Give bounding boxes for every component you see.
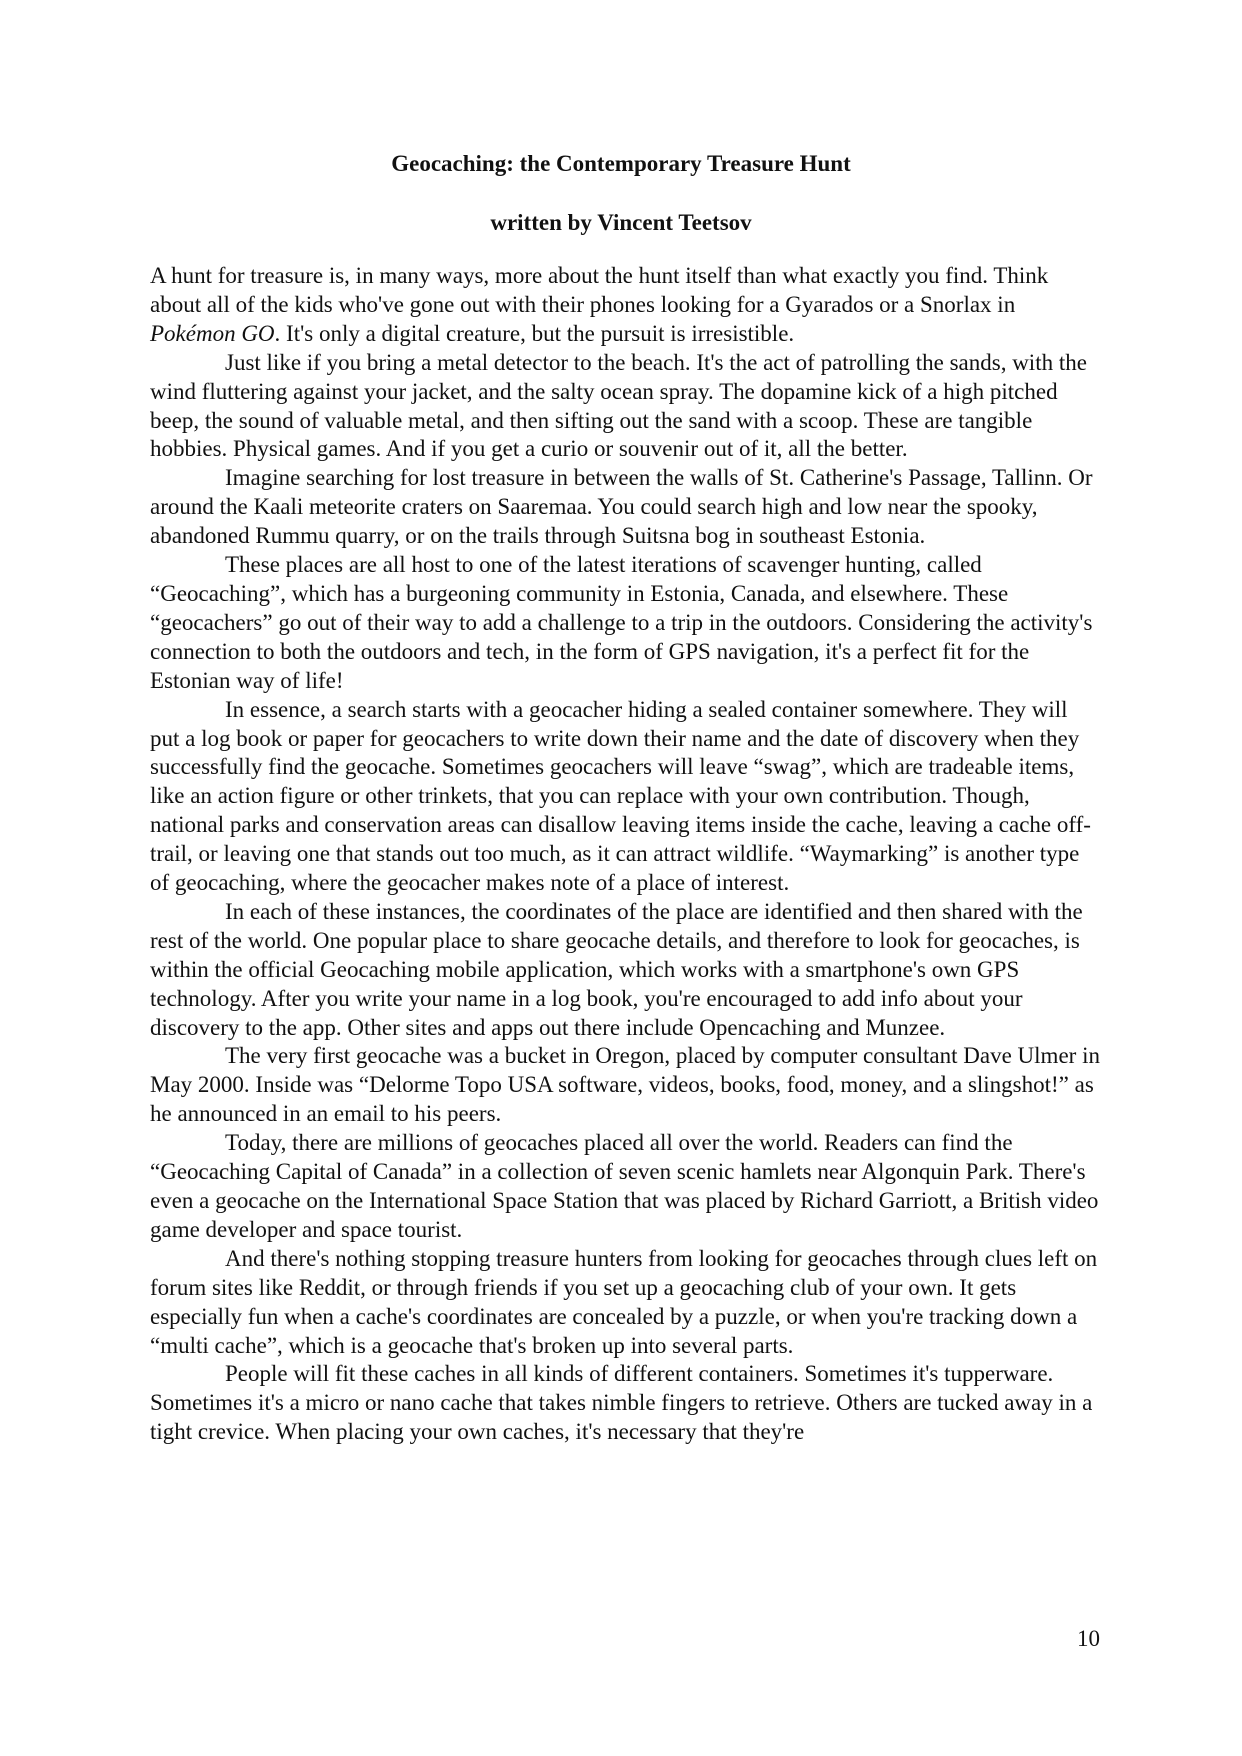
- paragraph: Imagine searching for lost treasure in between the walls of St. Catherine's Passage, Tallinn. Or around the Kaali meteorite craters on Saaremaa. You could search high and low near the spooky, abandoned Rummu quarry, or on the trails through Suitsna bog in southeast Estonia.: [150, 465, 1093, 549]
- paragraph-text: . It's only a digital creature, but the pursuit is irresistible.: [274, 320, 795, 346]
- paragraph: [150, 262, 1100, 349]
- paragraph: Today, there are millions of geocaches placed all over the world. Readers can find the “Geocaching Capital of Canada” in a collection of seven scenic hamlets near Algonquin Park. There's even a geocache on the International Space Station that was placed by Richard Garriott, a British video game developer and space tourist.: [150, 1130, 1099, 1242]
- paragraph-text: A hunt for treasure is, in many ways, more about the hunt itself than what exactly you find. Think about all of the kids who've gone out with their phones looking for a Gyarados or a Snorlax in: [150, 263, 1049, 317]
- game-title-italic: Pokémon GO: [150, 320, 275, 346]
- paragraph: The very first geocache was a bucket in Oregon, placed by computer consultant Dave Ulmer in May 2000. Inside was “Delorme Topo USA software, videos, books, food, money, and a slingshot!” as he announced in an email to his peers.: [150, 1043, 1100, 1127]
- article-byline: written by Vincent Teetsov: [490, 210, 752, 235]
- page-number: 10: [1077, 1626, 1100, 1651]
- paragraph: People will fit these caches in all kinds of different containers. Sometimes it's tupperware. Sometimes it's a micro or nano cache that takes nimble fingers to retrieve. Others are tucked away in a tight crevice. When placing your own caches, it's necessary that they're: [150, 1361, 1093, 1445]
- paragraph: Just like if you bring a metal detector to the beach. It's the act of patrolling the sands, with the wind fluttering against your jacket, and the salty ocean spray. The dopamine kick of a high pitched beep, the sound of valuable metal, and then sifting out the sand with a scoop. These are tangible hobbies. Physical games. And if you get a curio or souvenir out of it, all the better.: [150, 349, 1087, 462]
- article-title: Geocaching: the Contemporary Treasure Hunt: [391, 151, 851, 176]
- paragraph: In each of these instances, the coordinates of the place are identified and then shared with the rest of the world. One popular place to share geocache details, and therefore to look for geocaches, is within the official Geocaching mobile application, which works with a smartphone's own GPS technology. After you write your name in a log book, you're encouraged to add info about your discovery to the app. Other sites and apps out there include Opencaching and Munzee.: [150, 898, 1083, 1040]
- paragraph: In essence, a search starts with a geocacher hiding a sealed container somewhere. They will put a log book or paper for geocachers to write down their name and the date of discovery when they successfully find the geocache. Sometimes geocachers will leave “swag”, which are tradeable items, like an action figure or other trinkets, that you can replace with your own contribution. Though, national parks and conservation areas can disallow leaving items inside the cache, leaving a cache off-trail, or leaving one that stands out too much, as it can attract wildlife. “Waymarking” is another type of geocaching, where the geocacher makes note of a place of interest.: [150, 696, 1091, 896]
- paragraph: And there's nothing stopping treasure hunters from looking for geocaches through clues left on forum sites like Reddit, or through friends if you set up a geocaching club of your own. It gets especially fun when a cache's coordinates are concealed by a puzzle, or when you're tracking down a “multi cache”, which is a geocache that's broken up into several parts.: [150, 1245, 1098, 1358]
- article-body: [150, 262, 1100, 1447]
- paragraph: These places are all host to one of the latest iterations of scavenger hunting, called “Geocaching”, which has a burgeoning community in Estonia, Canada, and elsewhere. These “geocachers” go out of their way to add a challenge to a trip in the outdoors. Considering the activity's connection to both the outdoors and tech, in the form of GPS navigation, it's a perfect fit for the Estonian way of life!: [150, 552, 1093, 693]
